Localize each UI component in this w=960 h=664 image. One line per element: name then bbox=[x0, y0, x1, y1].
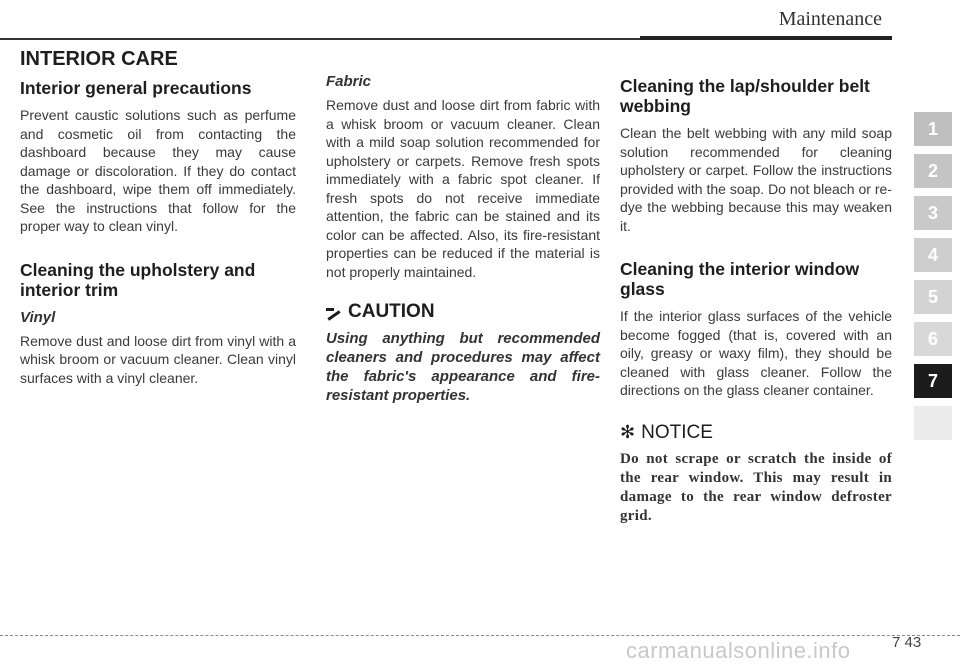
caution-title: CAUTION bbox=[348, 301, 435, 322]
chapter-tab-7-active[interactable]: 7 bbox=[914, 364, 952, 398]
chapter-tabs bbox=[906, 112, 960, 448]
chapter-tab-1[interactable]: 1 bbox=[914, 112, 952, 146]
notice-title: NOTICE bbox=[641, 421, 713, 443]
caution-text: Using anything but recommended cleaners and procedures may affect the fabric's appearance and fire-resistant properties. bbox=[326, 330, 600, 404]
chapter-tab-5[interactable]: 5 bbox=[914, 280, 952, 314]
paragraph-window-glass: If the interior glass surfaces of the vehicle become fogged (that is, covered with an oily, greasy or waxy film), they should be cleaned with glass cleaner. Follow the directions on the glass cleaner container. bbox=[620, 308, 892, 398]
page-number: 7 43 bbox=[892, 634, 922, 651]
caution-icon bbox=[326, 304, 340, 320]
column-3 bbox=[620, 76, 892, 526]
page-header-title: Maintenance bbox=[778, 8, 882, 30]
column-1 bbox=[20, 78, 296, 387]
column-2 bbox=[326, 72, 600, 405]
paragraph-interior-precautions: Prevent caustic solutions such as perfume and cosmetic oil from contacting the dashboard because they may cause damage or discoloration. If they do contact the dashboard, wipe them off immediately. See the instructions that follow for the proper way to clean vinyl. bbox=[20, 107, 296, 234]
notice-text: Do not scrape or scratch the inside of the rear window. This may result in damage to the rear window defroster grid. bbox=[620, 450, 892, 524]
notice-header bbox=[620, 422, 892, 444]
subheading-vinyl: Vinyl bbox=[20, 308, 56, 326]
notice-asterisk-icon: ✻ bbox=[620, 422, 636, 442]
paragraph-belt-webbing: Clean the belt webbing with any mild soap solution recommended for cleaning upholstery or carpet. Follow the instructions provided with the soap. Do not bleach or re-dye the webbing because this may weaken it. bbox=[620, 125, 892, 234]
chapter-tab-3[interactable]: 3 bbox=[914, 196, 952, 230]
heading-belt-webbing: Cleaning the lap/shoulder belt webbing bbox=[620, 76, 870, 116]
heading-interior-precautions: Interior general precautions bbox=[20, 78, 252, 98]
section-title: INTERIOR CARE bbox=[20, 48, 178, 70]
chapter-tab-8[interactable] bbox=[914, 406, 952, 440]
footer-rule bbox=[0, 635, 960, 636]
chapter-tab-2[interactable]: 2 bbox=[914, 154, 952, 188]
heading-upholstery: Cleaning the upholstery and interior trim bbox=[20, 259, 256, 300]
caution-header bbox=[326, 301, 600, 323]
subheading-fabric: Fabric bbox=[326, 73, 372, 90]
heading-window-glass: Cleaning the interior window glass bbox=[620, 259, 860, 299]
caution-box bbox=[326, 301, 600, 405]
chapter-tab-4[interactable]: 4 bbox=[914, 238, 952, 272]
header-rule-accent bbox=[640, 36, 892, 40]
paragraph-vinyl: Remove dust and loose dirt from vinyl with a whisk broom or vacuum cleaner. Clean vinyl surfaces with a vinyl cleaner. bbox=[20, 332, 296, 386]
watermark: carmanualsonline.info bbox=[626, 638, 851, 663]
paragraph-fabric: Remove dust and loose dirt from fabric with a whisk broom or vacuum cleaner. Clean with a mild soap solution recommended for upholstery or carpets. Remove fresh spots immediately with a fabric spot cleaner. If fresh spots do not receive immediate attention, the fabric can be stained and its color can be affected. Also, its fire-resistant properties can be reduced if the material is not properly maintained. bbox=[326, 97, 600, 280]
chapter-tab-6[interactable]: 6 bbox=[914, 322, 952, 356]
